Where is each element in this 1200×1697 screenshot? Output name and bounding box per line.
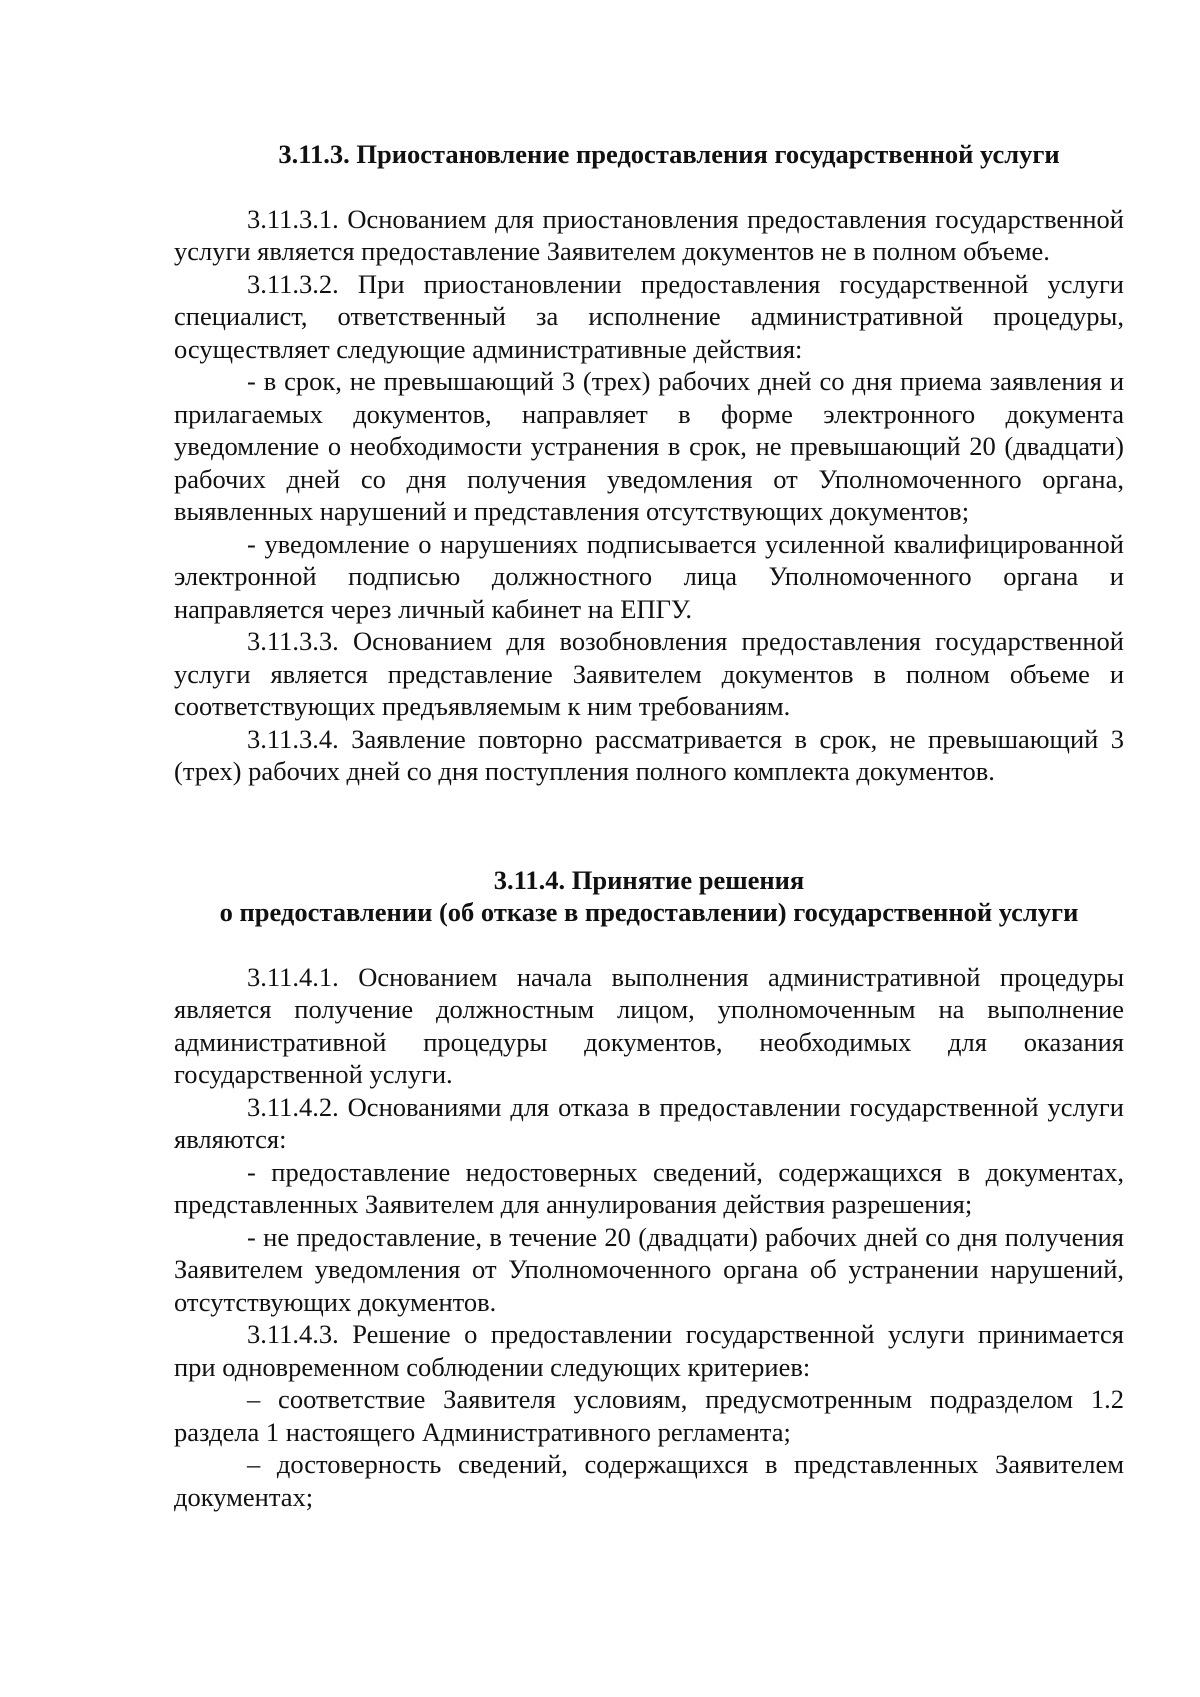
list-item-unreliable-info: - предоставление недостоверных сведений, содержащихся в документах, представленных Заявителем для аннулирования действия разрешения;	[174, 1156, 1124, 1219]
list-item-notification-signature: - уведомление о нарушениях подписывается усиленной квалифицированной электронной подписью должностного лица Уполномоченного органа и направляется через личный кабинет на ЕПГУ.	[174, 528, 1124, 624]
section-heading-3-11-4-line-1: 3.11.4. Принятие решения	[493, 864, 805, 895]
list-item-applicant-conditions: – соответствие Заявителя условиям, предусмотренным подразделом 1.2 раздела 1 настоящего Административного регламента;	[174, 1384, 1124, 1447]
paragraph-3-11-3-1: 3.11.3.1. Основанием для приостановления предоставления государственной услуги является предоставление Заявителем документов не в полном объеме.	[174, 203, 1124, 266]
document-body	[174, 138, 1124, 1513]
list-item-missing-documents: - не предоставление, в течение 20 (двадцати) рабочих дней со дня получения Заявителем уведомления от Уполномоченного органа об устранении нарушений, отсутствующих документов.	[174, 1221, 1124, 1317]
paragraph-3-11-3-2: 3.11.3.2. При приостановлении предоставления государственной услуги специалист, ответственный за исполнение административной процедуры, осуществляет следующие административные действия:	[174, 268, 1124, 364]
section-heading-3-11-4	[174, 864, 1124, 929]
section-heading-3-11-4-line-2: о предоставлении (об отказе в предоставлении) государственной услуги	[219, 897, 1079, 927]
paragraph-3-11-4-3: 3.11.4.3. Решение о предоставлении государственной услуги принимается при одновременном соблюдении следующих критериев:	[174, 1319, 1124, 1382]
paragraph-3-11-3-3: 3.11.3.3. Основанием для возобновления предоставления государственной услуги является представление Заявителем документов в полном объеме и соответствующих предъявляемым к ним требованиям.	[174, 626, 1124, 721]
list-item-notification-deadline: - в срок, не превышающий 3 (трех) рабочих дней со дня приема заявления и прилагаемых документов, направляет в форме электронного документа уведомление о необходимости устранения в срок, не превышающий 20 (двадцати) рабочих дней со дня получения уведомления от Уполномоченного органа, выявленных нарушений и представления отсутствующих документов;	[174, 366, 1124, 526]
section-heading-3-11-3: 3.11.3. Приостановление предоставления государственной услуги	[278, 139, 1060, 169]
paragraph-3-11-3-4: 3.11.3.4. Заявление повторно рассматривается в срок, не превышающий 3 (трех) рабочих дней со дня поступления полного комплекта документов.	[174, 723, 1124, 786]
paragraph-3-11-4-1: 3.11.4.1. Основанием начала выполнения административной процедуры является получение должностным лицом, уполномоченным на выполнение административной процедуры документов, необходимых для оказания государственной услуги.	[174, 961, 1124, 1089]
paragraph-3-11-4-2: 3.11.4.2. Основаниями для отказа в предоставлении государственной услуги являются:	[174, 1091, 1124, 1154]
list-item-info-reliability: – достоверность сведений, содержащихся в представленных Заявителем документах;	[174, 1449, 1124, 1512]
